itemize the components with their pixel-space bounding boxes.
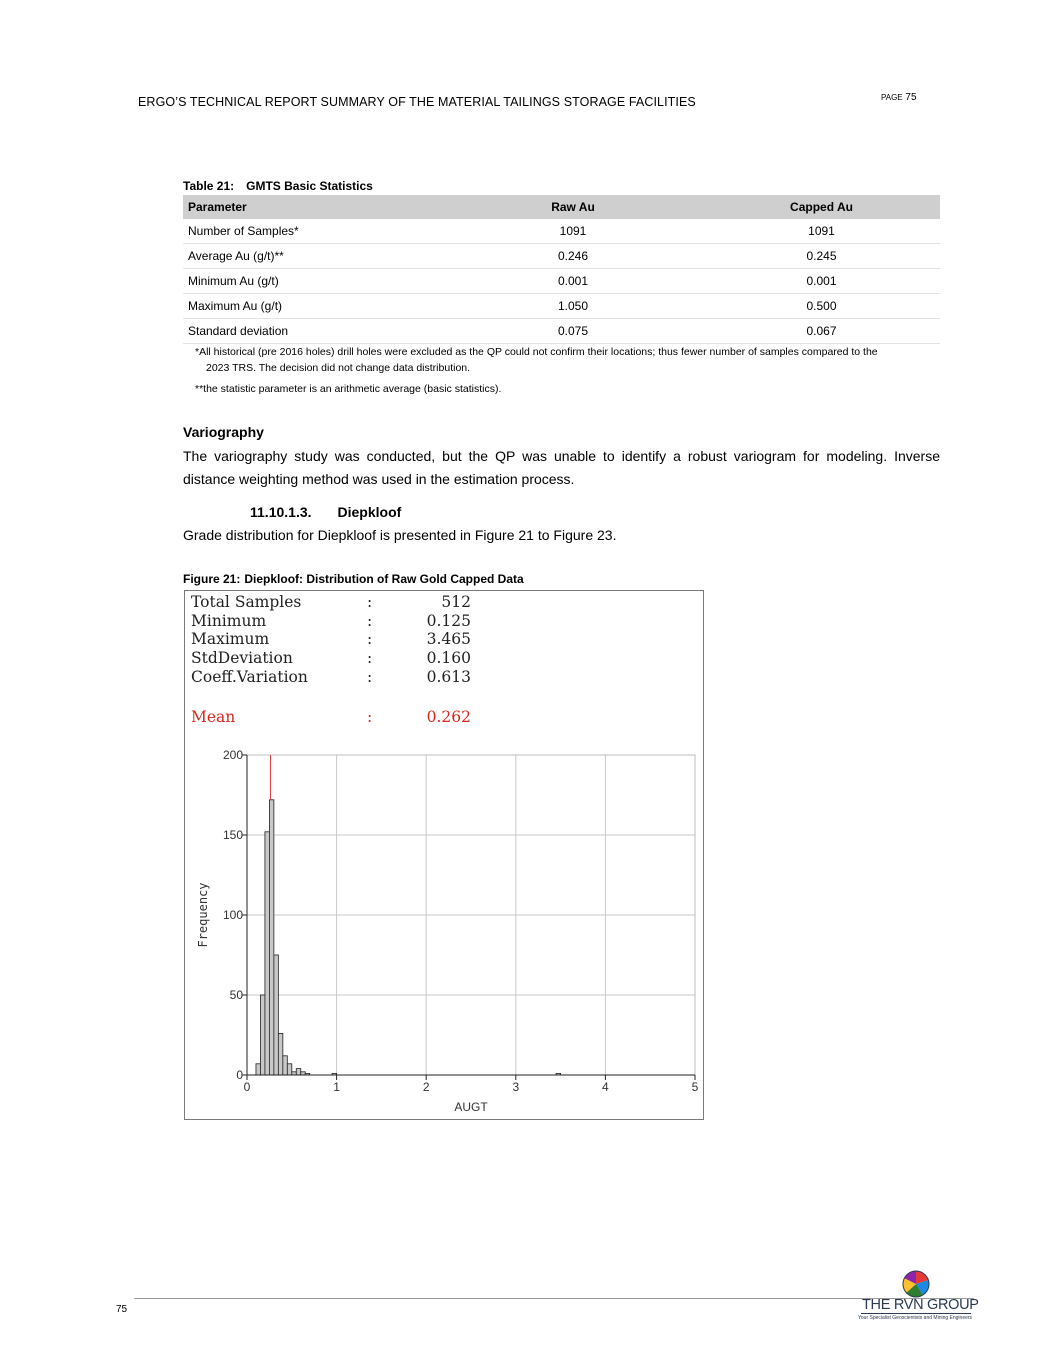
table-cell: 1091 [443, 219, 703, 244]
logo-tagline: Your Specialist Geoscientists and Mining Engineers [858, 1315, 973, 1321]
rvn-group-logo [858, 1269, 979, 1323]
table-footnote-1 [195, 344, 945, 376]
section-number: 11.10.1.3. [250, 504, 312, 520]
histogram-bar [269, 800, 273, 1075]
histogram-bar [260, 995, 264, 1075]
stat-label: Minimum [191, 611, 267, 630]
table-row [183, 269, 940, 294]
page-label: PAGE [881, 93, 903, 102]
y-tick-label: 150 [222, 828, 243, 842]
stat-label: StdDeviation [191, 649, 293, 668]
report-header-title: ERGO’S TECHNICAL REPORT SUMMARY OF THE MATERIAL TAILINGS STORAGE FACILITIES [138, 95, 696, 109]
table-row [183, 219, 940, 244]
histogram-bar [278, 1033, 282, 1075]
y-tick-label: 50 [229, 988, 243, 1002]
table-header-row [183, 195, 940, 219]
x-tick-label: 3 [512, 1080, 520, 1094]
y-tick-label: 100 [222, 908, 243, 922]
x-tick-label: 1 [333, 1080, 340, 1094]
table-cell: 0.067 [703, 319, 940, 344]
stat-value: 0.262 [426, 708, 471, 727]
stat-label: Total Samples [191, 593, 302, 611]
table-caption-title: GMTS Basic Statistics [246, 179, 373, 193]
histogram-bar [283, 1056, 287, 1075]
table-caption [183, 179, 373, 193]
x-tick-label: 2 [422, 1080, 430, 1094]
table-row [183, 294, 940, 319]
stat-label: Mean [191, 708, 236, 727]
table-cell: 0.246 [443, 244, 703, 269]
table-cell: 0.001 [443, 269, 703, 294]
stat-label: Maximum [191, 630, 270, 649]
logo-underline [861, 1313, 971, 1314]
stat-value: 3.465 [426, 630, 471, 649]
footer-divider [134, 1298, 974, 1299]
table-cell: 1.050 [443, 294, 703, 319]
x-axis-label: AUGT [454, 1100, 488, 1114]
stat-value: 0.613 [426, 667, 471, 686]
stat-separator: : [367, 708, 373, 727]
histogram-figure [184, 590, 704, 1120]
logo-circle-icon [901, 1269, 931, 1299]
header-page-number [881, 92, 917, 103]
y-axis-label: Frequency [196, 882, 210, 948]
histogram-chart [185, 591, 703, 1119]
x-tick-label: 0 [243, 1080, 251, 1094]
diepkloof-heading [250, 504, 401, 520]
x-tick-label: 5 [691, 1080, 699, 1094]
table-cell: Number of Samples* [183, 219, 443, 244]
section-title: Diepkloof [337, 504, 402, 520]
table-footnote-2: **the statistic parameter is an arithmetic average (basic statistics). [195, 383, 502, 395]
figure-caption-number: Figure 21: [183, 572, 241, 586]
stat-label: Coeff.Variation [191, 667, 308, 686]
table-cell: Standard deviation [183, 319, 443, 344]
table-cell: Minimum Au (g/t) [183, 269, 443, 294]
stat-separator: : [367, 667, 373, 686]
table-cell: 0.001 [703, 269, 940, 294]
x-tick-label: 4 [602, 1080, 609, 1094]
stat-value: 0.160 [426, 649, 471, 668]
histogram-bar [296, 1069, 300, 1075]
stat-value: 512 [441, 593, 471, 611]
footer-page-number: 75 [116, 1304, 128, 1315]
stat-separator: : [367, 649, 373, 668]
table-caption-number: Table 21: [183, 179, 235, 193]
table-cell: 0.245 [703, 244, 940, 269]
stat-separator: : [367, 611, 373, 630]
figure-caption [183, 572, 524, 586]
table-cell: 1091 [703, 219, 940, 244]
y-tick-label: 200 [222, 748, 243, 762]
diepkloof-paragraph: Grade distribution for Diepkloof is presented in Figure 21 to Figure 23. [183, 527, 617, 543]
footnote-1-line-1: *All historical (pre 2016 holes) drill holes were excluded as the QP could not confirm their locations; thus fewer number of samples compared to the [195, 346, 878, 358]
histogram-bar [256, 1064, 260, 1075]
footnote-1-line-2: 2023 TRS. The decision did not change data distribution. [206, 362, 471, 374]
stat-value: 0.125 [426, 611, 471, 630]
logo-wordmark: THE RVN GROUP [862, 1297, 979, 1313]
column-header: Parameter [183, 195, 443, 219]
variography-paragraph: The variography study was conducted, but the QP was unable to identify a robust variogram for modeling. Inverse distance weighting method was used in the estimation process. [183, 448, 940, 487]
table-cell: 0.075 [443, 319, 703, 344]
histogram-bar [274, 955, 278, 1075]
page-number: 75 [905, 92, 917, 103]
column-header: Raw Au [443, 195, 703, 219]
table-cell: 0.500 [703, 294, 940, 319]
y-tick-label: 0 [236, 1068, 243, 1082]
stats-table [183, 195, 940, 344]
figure-caption-title: Diepkloof: Distribution of Raw Gold Capped Data [244, 572, 524, 586]
table-cell: Maximum Au (g/t) [183, 294, 443, 319]
variography-heading: Variography [183, 424, 264, 440]
table-row [183, 319, 940, 344]
stat-separator: : [367, 630, 373, 649]
stat-separator: : [367, 593, 373, 611]
table-row [183, 244, 940, 269]
histogram-bar [265, 832, 269, 1075]
histogram-bar [287, 1064, 291, 1075]
table-cell: Average Au (g/t)** [183, 244, 443, 269]
column-header: Capped Au [703, 195, 940, 219]
